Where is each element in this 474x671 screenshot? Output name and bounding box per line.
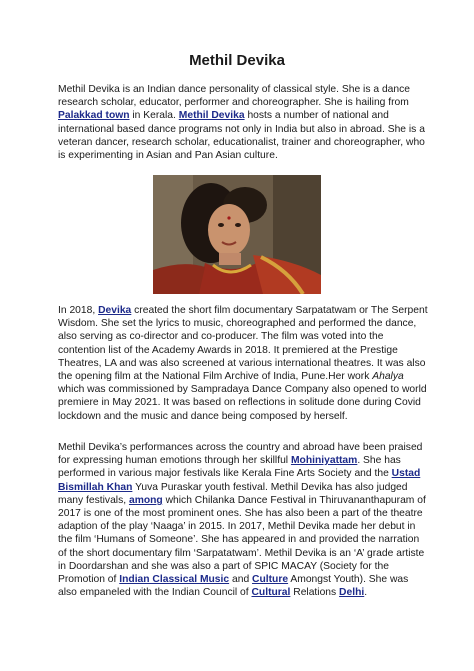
text-run: Methil Devika’s performances across the country and abroad have been praised for expressing human emotions through her skillful <box>58 442 423 467</box>
link-among[interactable]: among <box>128 494 163 506</box>
portrait-photo <box>153 175 321 294</box>
link-delhi[interactable]: Delhi <box>339 587 365 599</box>
link-cultural[interactable]: Cultural <box>251 587 291 599</box>
text-run: . She has performed in various major festivals like Kerala Fine Arts Society and the <box>58 455 401 480</box>
text-run: in Kerala. <box>129 110 179 122</box>
link-palakkad-town[interactable]: Palakkad town <box>58 110 130 122</box>
text-run: and <box>229 574 253 586</box>
text-run: In 2018, <box>58 305 99 316</box>
text-run: . <box>364 587 368 599</box>
link-culture[interactable]: Culture <box>252 574 289 586</box>
text-run: which was commissioned by Sampradaya Dance Company also opened to world premiere in May 2021. It was based on reflections in solitude done during Covid lockdown and the music and dance being composed by herself. <box>58 384 427 422</box>
text-run: Yuva Puraskar youth festival. Methil Devika has also judged many festivals, <box>58 481 408 506</box>
portrait-illustration <box>153 175 321 294</box>
text-run: Methil Devika is an Indian dance personality of classical style. She is a dance research scholar, educator, performer and choreographer. She is hailing from <box>58 84 410 109</box>
link-devika[interactable]: Devika <box>98 305 132 316</box>
link-methil-devika[interactable]: Methil Devika <box>178 110 245 122</box>
film-paragraph <box>58 304 428 423</box>
text-run: hosts a number of national and international based dance programs not only in India but also in abroad. She is a veteran dancer, research scholar, educationalist, trainer and choreographer, who is experimenting in Asian and Pan Asian culture. <box>58 110 425 162</box>
link-indian-classical-music[interactable]: Indian Classical Music <box>119 574 230 586</box>
link-mohiniyattam[interactable]: Mohiniyattam <box>290 455 358 467</box>
text-run: created the short film documentary Sarpatatwam or The Serpent Wisdom. She set the lyrics to music, choreographed and performed the dance, also serving as co-director and co-producer. The film was voted into the contention list of the Academy Awards in 2018. It premiered at the Prestige Theatres, LA and was also screened at various international theatres. It was also the opening film at the National Film Archive of India, Pune.Her work <box>58 305 428 383</box>
text-run: which Chilanka Dance Festival in Thiruvananthapuram of 2017 is one of the most prominent ones. She has also been a part of the theatre adaption of the play ‘Naaga’ in 2015. In 2017, Methil Devika made her debut in the film ‘Humans of Someone’. She has appeared in and provided the narration of the short documentary film ‘Sarpatatwam’. Methil Devika is an ‘A’ grade artiste in Doordarshan and she was also a part of SPIC MACAY (Society for the Promotion of <box>58 494 426 586</box>
intro-paragraph <box>58 83 428 162</box>
italic-title: Ahalya <box>372 371 404 383</box>
performances-paragraph <box>58 441 428 599</box>
text-run: Relations <box>290 587 340 599</box>
text-run: Amongst Youth). She was also empaneled with the Indian Council of <box>58 574 409 599</box>
page-title: Methil Devika <box>189 52 285 69</box>
link-ustad-bismillah-khan[interactable]: Ustad Bismillah Khan <box>58 468 421 493</box>
